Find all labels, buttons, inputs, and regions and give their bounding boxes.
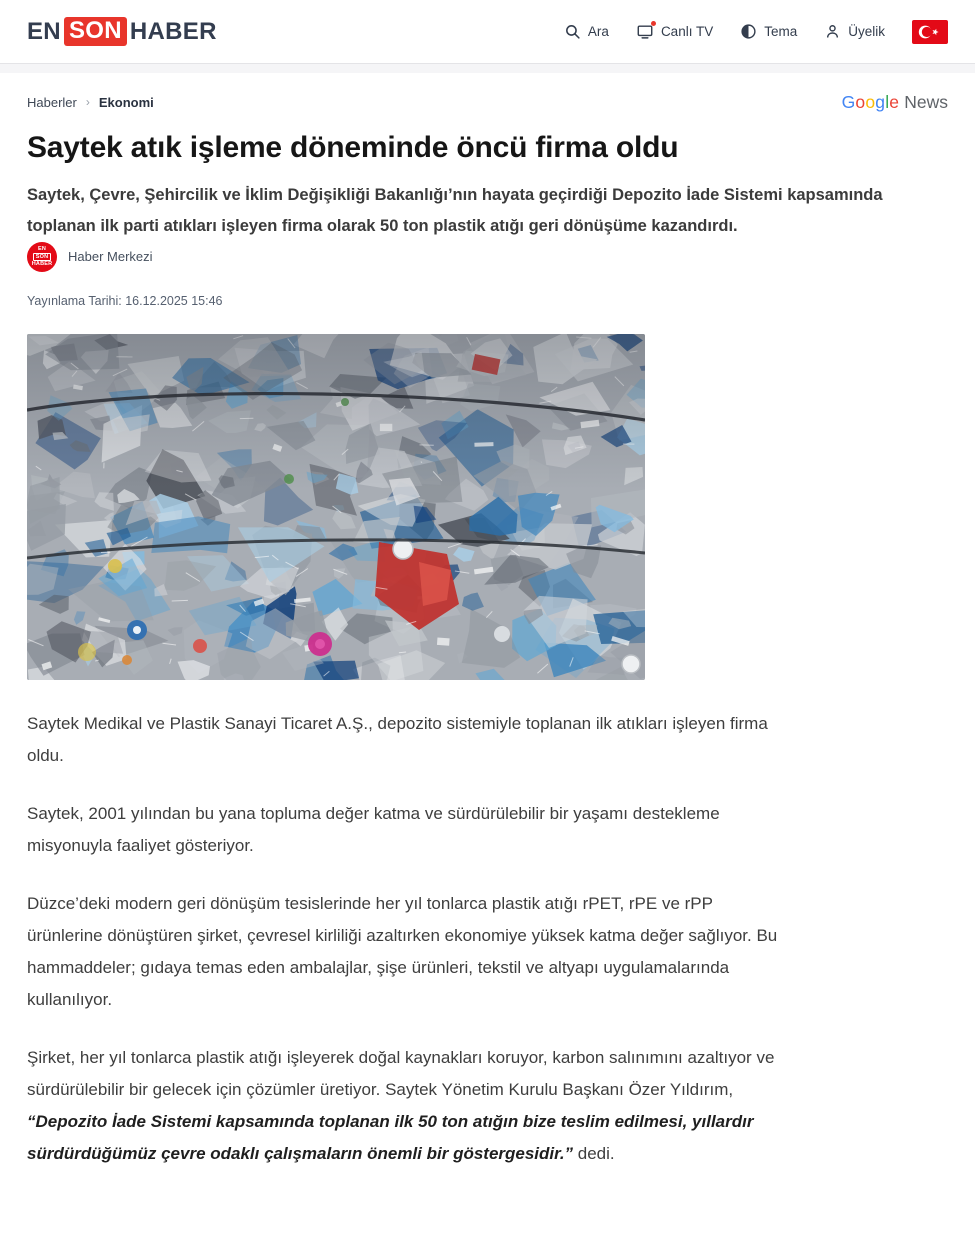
article-subtitle: Saytek, Çevre, Şehircilik ve İklim Değişikliği Bakanlığı’nın hayata geçirdiği Depozito İade Sistemi kapsamında toplanan ilk parti atıkları işleyen firma olarak 50 ton plastik atığı geri dönüşüme kazandırdı.: [27, 185, 883, 235]
publish-date: Yayınlama Tarihi: 16.12.2025 15:46: [27, 293, 223, 308]
google-news-label: News: [904, 91, 948, 112]
google-news-link[interactable]: [842, 92, 948, 113]
nav-item-live-tv[interactable]: [636, 23, 713, 40]
nav-label-theme: Tema: [764, 24, 798, 39]
paragraph-3: Düzce’deki modern geri dönüşüm tesislerinde her yıl tonlarca plastik atığı rPET, rPE ve rPP ürünlerine dönüştüren şirket, çevresel kirliliği azaltırken ekonomiye yüksek katma değer sağlıyor. Bu hammaddeler; gıdaya temas eden ambalajlar, şişe ürünleri, tekstil ve altyapı uygulamalarında kullanılıyor.: [27, 893, 778, 1009]
author-row: [27, 242, 948, 272]
nav-label-search: Ara: [587, 24, 609, 39]
live-dot: [651, 21, 656, 26]
nav-label-membership: Üyelik: [848, 24, 885, 39]
paragraph-4: [27, 1042, 789, 1170]
google-letter-l: l: [885, 91, 890, 112]
chevron-right-icon: ›: [85, 95, 90, 109]
breadcrumb-row: [27, 91, 948, 113]
google-letter-g1: G: [841, 91, 856, 112]
avatar-text-haber: HABER: [31, 261, 53, 267]
tv-icon: [636, 23, 654, 40]
nav-label-live-tv: Canlı TV: [660, 24, 714, 39]
breadcrumb-haberler[interactable]: Haberler: [27, 94, 77, 110]
article-image: [27, 334, 645, 680]
google-letter-o2: o: [865, 91, 876, 112]
breadcrumb-ekonomi[interactable]: Ekonomi: [98, 94, 154, 110]
logo-son-badge: SON: [64, 17, 127, 46]
avatar-text-son: SON: [33, 253, 51, 261]
header-divider-strip: [0, 64, 975, 73]
article-title: Saytek atık işleme döneminde öncü firma oldu: [27, 131, 679, 164]
paragraph-2: Saytek, 2001 yılından bu yana topluma değer katma ve sürdürülebilir bir yaşamı destekleme misyonuyla faaliyet gösteriyor.: [27, 803, 720, 855]
search-icon: [564, 23, 581, 40]
logo-text-en: EN: [27, 17, 61, 45]
google-letter-o1: o: [855, 91, 866, 112]
author-avatar[interactable]: [27, 242, 57, 272]
paragraph-1: Saytek Medikal ve Plastik Sanayi Ticaret A.Ş., depozito sistemiyle toplanan ilk atıkları işleyen firma oldu.: [27, 713, 768, 765]
user-icon: [824, 23, 841, 40]
header-nav: [564, 20, 948, 44]
article-body: [27, 708, 789, 1170]
author-name[interactable]: Haber Merkezi: [68, 249, 153, 264]
google-letter-g2: g: [875, 91, 886, 112]
nav-item-search[interactable]: [564, 23, 609, 40]
main-content: [0, 91, 975, 1170]
paragraph-4-quote: “Depozito İade Sistemi kapsamında toplanan ilk 50 ton atığın bize teslim edilmesi, yıllardır sürdürdüğümüz çevre odaklı çalışmaların önemli bir göstergesidir.”: [27, 1111, 754, 1163]
theme-icon: [740, 23, 757, 40]
article-image-svg: [27, 334, 645, 680]
avatar-text-en: EN: [37, 246, 47, 252]
ensonhaber-logo[interactable]: [27, 17, 217, 46]
breadcrumb: [27, 95, 154, 110]
paragraph-4-end: dedi.: [573, 1143, 615, 1163]
google-letter-e: e: [889, 91, 900, 112]
turkish-flag-icon[interactable]: [912, 20, 948, 44]
site-header: [0, 0, 975, 64]
logo-text-haber: HABER: [129, 17, 217, 45]
nav-item-theme[interactable]: [740, 23, 797, 40]
nav-item-membership[interactable]: [824, 23, 885, 40]
paragraph-4-start: Şirket, her yıl tonlarca plastik atığı işleyerek doğal kaynakları koruyor, karbon salınımını azaltıyor ve sürdürülebilir bir gelecek için çözümler üretiyor. Saytek Yönetim Kurulu Başkanı Özer Yıldırım,: [27, 1047, 775, 1099]
